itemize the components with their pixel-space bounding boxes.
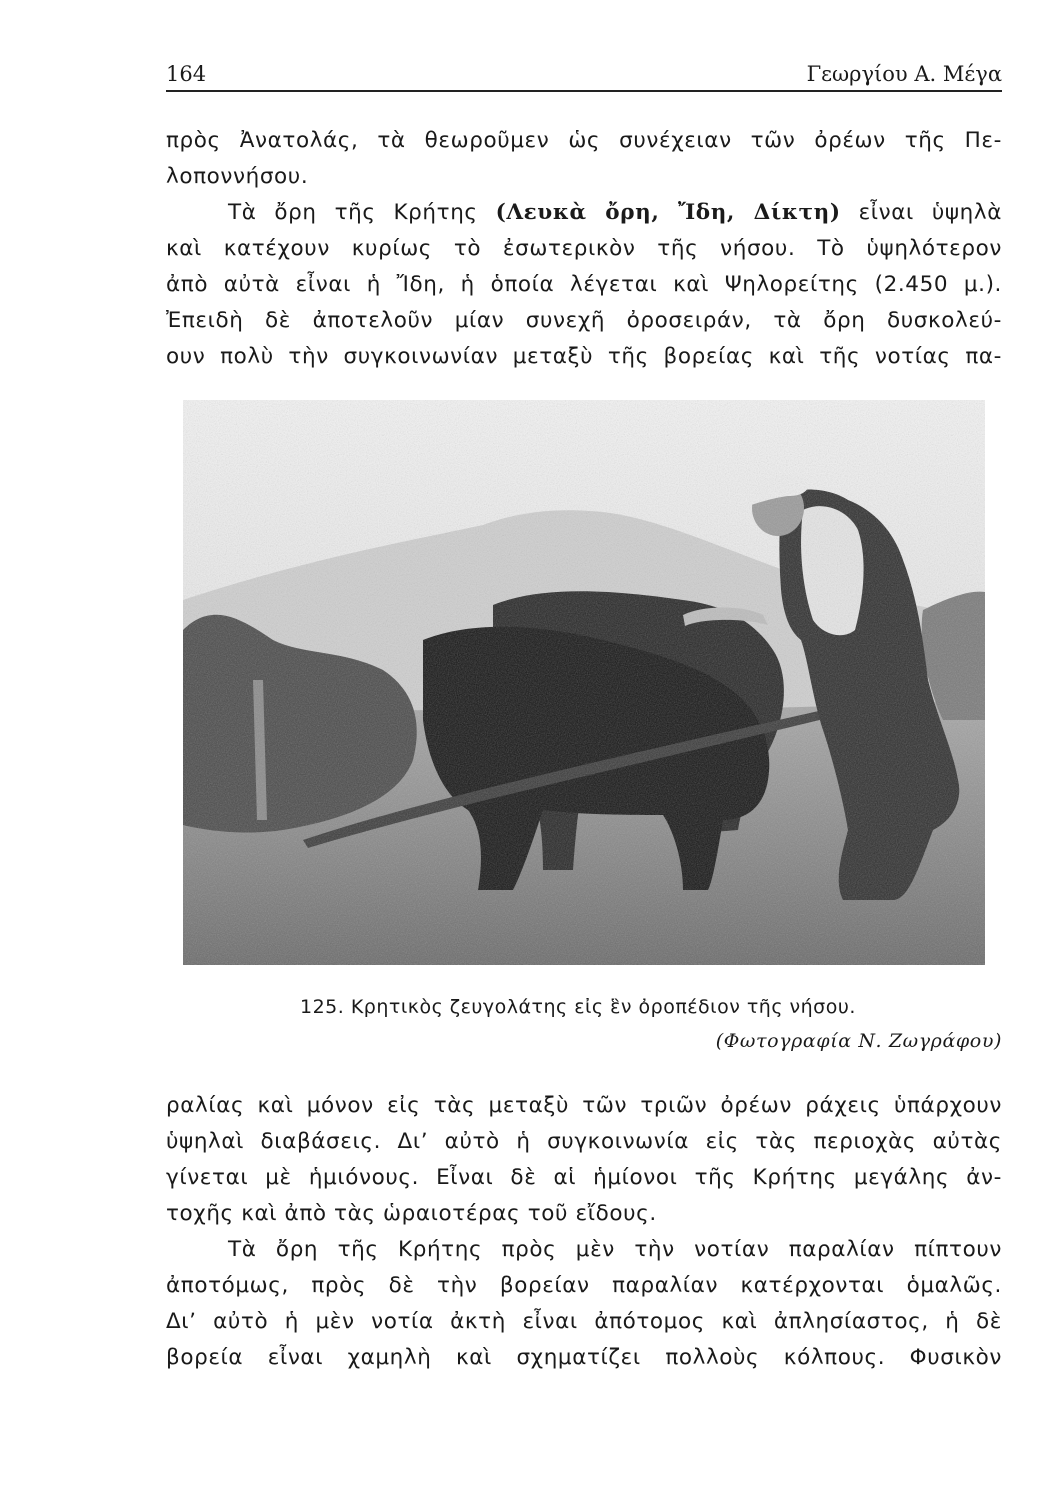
top-text-block <box>166 123 1002 375</box>
running-head: Γεωργίου Α. Μέγα <box>806 62 1002 86</box>
text-line: ουν πολὺ τὴν συγκοινωνίαν μεταξὺ τῆς βορείας καὶ τῆς νοτίας πα- <box>166 344 1002 369</box>
text-line: Διʼ αὐτὸ ἡ μὲν νοτία ἀκτὴ εἶναι ἀπότομος καὶ ἀπλησίαστος, ἡ δὲ <box>166 1309 1002 1334</box>
photo-credit: (Φωτογραφία Ν. Ζωγράφου) <box>715 1030 1002 1052</box>
text-line: ραλίας καὶ μόνον εἰς τὰς μεταξὺ τῶν τριῶν ὀρέων ράχεις ὑπάρχουν <box>166 1093 1002 1118</box>
text-line: ἀπὸ αὐτὰ εἶναι ἡ Ἴδη, ἡ ὁποία λέγεται καὶ Ψηλορείτης (2.450 μ.). <box>166 272 1002 297</box>
text-span: Τὰ ὄρη τῆς Κρήτης <box>228 200 496 225</box>
text-line: Ἐπειδὴ δὲ ἀποτελοῦν μίαν συνεχῆ ὀροσειράν, τὰ ὄρη δυσκολεύ- <box>166 308 1002 333</box>
text-line <box>166 195 1002 231</box>
text-line: Τὰ ὄρη τῆς Κρήτης πρὸς μὲν τὴν νοτίαν παραλίαν πίπτουν <box>228 1237 1002 1262</box>
text-line: λοποννήσου. <box>166 164 309 189</box>
text-line: ἀποτόμως, πρὸς δὲ τὴν βορείαν παραλίαν κατέρχονται ὁμαλῶς. <box>166 1273 1002 1298</box>
text-span: εἶναι ὑψηλὰ <box>840 200 1002 225</box>
photo-grain <box>183 400 985 965</box>
photo-ploughman-oxen <box>183 400 985 965</box>
figure-caption: 125. Κρητικὸς ζευγολάτης εἰς ἓν ὀροπέδιον τῆς νήσου. <box>300 996 856 1018</box>
text-line: βορεία εἶναι χαμηλὴ καὶ σχηματίζει πολλοὺς κόλπους. Φυσικὸν <box>166 1345 1002 1370</box>
mountain-names: (Λευκὰ ὄρη, Ἴδη, Δίκτη) <box>495 200 841 225</box>
text-line: ὑψηλαὶ διαβάσεις. Διʼ αὐτὸ ἡ συγκοινωνία εἰς τὰς περιοχὰς αὐτὰς <box>166 1129 1002 1154</box>
bottom-text-block <box>166 1088 1002 1376</box>
photo-figure <box>183 400 985 965</box>
text-line: καὶ κατέχουν κυρίως τὸ ἐσωτερικὸν τῆς νήσου. Τὸ ὑψηλότερον <box>166 236 1002 261</box>
text-line: πρὸς Ἀνατολάς, τὰ θεωροῦμεν ὡς συνέχειαν τῶν ὀρέων τῆς Πε- <box>166 128 1002 153</box>
text-line: τοχῆς καὶ ἀπὸ τὰς ὡραιοτέρας τοῦ εἴδους. <box>166 1201 657 1226</box>
page-number: 164 <box>166 62 207 86</box>
text-line: γίνεται μὲ ἡμιόνους. Εἶναι δὲ αἱ ἡμίονοι τῆς Κρήτης μεγάλης ἀν- <box>166 1165 1002 1190</box>
page-header <box>166 58 1002 92</box>
